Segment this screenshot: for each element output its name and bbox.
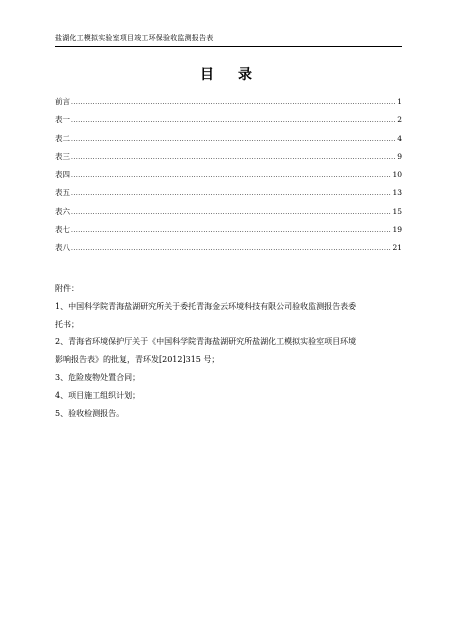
- appendix-item: 1、中国科学院青海盐湖研究所关于委托青海金云环境科技有限公司验收监测报告表委: [55, 301, 357, 311]
- header-divider: [55, 46, 402, 47]
- toc-entry[interactable]: [55, 242, 402, 260]
- toc-entry-label: 表八: [55, 243, 70, 253]
- toc-entry-label: 表四: [55, 170, 70, 180]
- toc-entry[interactable]: [55, 224, 402, 242]
- toc-dot-leader: [71, 209, 391, 216]
- toc-dot-leader: [71, 245, 391, 252]
- toc-entry-label: 表五: [55, 188, 70, 198]
- toc-entry-label: 表七: [55, 225, 70, 235]
- table-of-contents: [55, 96, 402, 261]
- toc-entry[interactable]: [55, 114, 402, 132]
- toc-entry[interactable]: [55, 133, 402, 151]
- toc-dot-leader: [71, 117, 396, 124]
- toc-entry-page: 19: [392, 225, 402, 235]
- toc-entry-page: 10: [392, 170, 402, 180]
- toc-entry[interactable]: [55, 206, 402, 224]
- toc-entry-page: 4: [397, 133, 402, 143]
- toc-entry-label: 表三: [55, 151, 70, 161]
- toc-entry[interactable]: [55, 187, 402, 205]
- toc-entry-page: 9: [397, 151, 402, 161]
- toc-entry-page: 15: [392, 206, 402, 216]
- appendix-item: 4、项目施工组织计划；: [55, 390, 141, 400]
- appendix-item: 2、青海省环境保护厅关于《中国科学院青海盐湖研究所盐湖化工模拟实验室项目环境: [55, 337, 357, 347]
- appendix-item: 5、验收检测报告。: [55, 408, 125, 418]
- toc-dot-leader: [71, 136, 396, 143]
- toc-entry-page: 21: [392, 243, 402, 253]
- toc-entry[interactable]: [55, 96, 402, 114]
- toc-entry[interactable]: [55, 151, 402, 169]
- toc-entry-page: 1: [397, 97, 402, 106]
- toc-dot-leader: [71, 99, 396, 106]
- toc-dot-leader: [71, 154, 396, 161]
- appendix-item-continuation: 托书；: [55, 319, 79, 329]
- toc-dot-leader: [71, 172, 391, 179]
- appendix-item: 3、危险废物处置合同；: [55, 372, 141, 382]
- appendix-item-continuation: 影响报告表》的批复，青环发[2012]315 号；: [55, 355, 220, 365]
- toc-dot-leader: [71, 190, 391, 197]
- toc-entry-label: 前言: [55, 97, 70, 106]
- appendix-heading: 附件：: [55, 284, 79, 293]
- toc-entry-page: 2: [397, 115, 402, 125]
- toc-entry[interactable]: [55, 169, 402, 187]
- toc-dot-leader: [71, 227, 391, 234]
- toc-entry-page: 13: [392, 188, 402, 198]
- toc-entry-label: 表一: [55, 115, 70, 125]
- page-title: 目录: [200, 67, 276, 83]
- running-header: 盐湖化工模拟实验室项目竣工环保验收监测报告表: [55, 34, 214, 42]
- toc-entry-label: 表二: [55, 133, 70, 143]
- toc-entry-label: 表六: [55, 206, 70, 216]
- appendix-section: [55, 280, 405, 422]
